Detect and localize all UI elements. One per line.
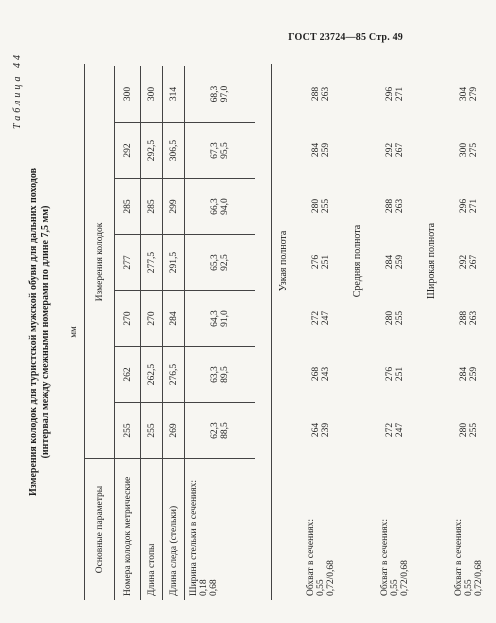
row-label-line: Обхват в сечениях: (454, 518, 464, 596)
cell-value: 66,3 (210, 198, 220, 215)
section-row (294, 64, 348, 600)
table-cell (294, 178, 348, 234)
table-cell (442, 234, 496, 290)
table-cell: 291,5 (163, 234, 185, 290)
row-label-line: 0,72/0,68 (474, 560, 484, 596)
row-label (294, 458, 348, 600)
cell-value: 255 (395, 310, 405, 326)
table-cell (442, 290, 496, 346)
cell-value: 239 (321, 422, 331, 438)
table-cell: 292,5 (141, 122, 163, 178)
cell-value: 62,3 (210, 422, 220, 439)
table-cell: 269 (163, 402, 185, 458)
row-label-line: 0,68 (209, 579, 219, 596)
cell-value: 276 (385, 366, 395, 382)
section-title: Средняя полнота (352, 224, 363, 298)
cell-value: 255 (469, 422, 479, 438)
cell-value: 259 (469, 366, 479, 382)
cell-value: 267 (469, 254, 479, 270)
cell-value: 288 (459, 310, 469, 326)
table-cell (185, 66, 255, 122)
column-header-measurements: Измерения колодок (85, 66, 115, 458)
table-cell: 306,5 (163, 122, 185, 178)
table-cell: 285 (115, 178, 141, 234)
row-label-line: 0,72/0,68 (400, 560, 410, 596)
table-cell (185, 346, 255, 402)
cell-value: 251 (395, 366, 405, 382)
table-cell (185, 290, 255, 346)
cell-value: 247 (395, 422, 405, 438)
table-cell: 300 (115, 66, 141, 122)
cell-value: 272 (385, 422, 395, 438)
cell-value: 263 (469, 310, 479, 326)
cell-value: 284 (311, 142, 321, 158)
cell-value: 263 (321, 86, 331, 102)
cell-value: 94,0 (220, 198, 230, 215)
table-cell (442, 66, 496, 122)
row-label: Длина следа (стельки) (163, 458, 185, 600)
table-cell (294, 346, 348, 402)
cell-value: 264 (311, 422, 321, 438)
row-label-line: 0,18 (199, 579, 209, 596)
section-title: Широкая полнота (426, 222, 437, 300)
table-cell (294, 290, 348, 346)
table-cell: 277 (115, 234, 141, 290)
rotated-page-content (12, 52, 484, 612)
cell-value: 288 (311, 86, 321, 102)
cell-value: 89,5 (220, 366, 230, 383)
table-cell (368, 178, 422, 234)
lower-table (274, 64, 496, 600)
table-cell (442, 402, 496, 458)
cell-value: 275 (469, 142, 479, 158)
section-row (368, 64, 422, 600)
table-cell (442, 346, 496, 402)
table-cell: 292 (115, 122, 141, 178)
section-row (442, 64, 496, 600)
table-cell (294, 122, 348, 178)
row-label (368, 458, 422, 600)
table-cell: 255 (141, 402, 163, 458)
table-cell (368, 346, 422, 402)
cell-value: 243 (321, 366, 331, 382)
column-header-parameters: Основные параметры (85, 458, 115, 600)
table-cell (185, 122, 255, 178)
cell-value: 300 (459, 142, 469, 158)
title-line-1: Измерения колодок для туристской мужской обуви для дальних походов (28, 167, 39, 497)
cell-value: 284 (385, 254, 395, 270)
section-title: Узкая полнота (278, 230, 289, 292)
cell-value: 91,0 (220, 310, 230, 327)
cell-value: 288 (385, 198, 395, 214)
cell-value: 284 (459, 366, 469, 382)
cell-value: 263 (395, 198, 405, 214)
table-cell (185, 178, 255, 234)
row-label-line: Обхват в сечениях: (306, 518, 316, 596)
cell-value: 272 (311, 310, 321, 326)
cell-value: 279 (469, 86, 479, 102)
cell-value: 67,3 (210, 142, 220, 159)
cell-value: 280 (459, 422, 469, 438)
table-cell (368, 66, 422, 122)
row-label (185, 458, 255, 600)
cell-value: 95,5 (220, 142, 230, 159)
table-cell (442, 178, 496, 234)
table-cell: 270 (141, 290, 163, 346)
table-label: Таблица 44 (12, 52, 23, 129)
table-cell (368, 122, 422, 178)
row-label: Номера колодок метрические (115, 458, 141, 600)
table-cell: 314 (163, 66, 185, 122)
row-label-line: Ширина стельки в сечениях: (189, 479, 199, 596)
table-cell (294, 66, 348, 122)
table-cell: 270 (115, 290, 141, 346)
row-label-line: 0,72/0,68 (326, 560, 336, 596)
cell-value: 259 (395, 254, 405, 270)
cell-value: 292 (385, 142, 395, 158)
table-cell (294, 234, 348, 290)
table-cell (368, 402, 422, 458)
cell-value: 296 (385, 86, 395, 102)
table-cell (185, 234, 255, 290)
cell-value: 280 (385, 310, 395, 326)
table-cell: 300 (141, 66, 163, 122)
cell-value: 280 (311, 198, 321, 214)
row-label (442, 458, 496, 600)
cell-value: 304 (459, 86, 469, 102)
cell-value: 292 (459, 254, 469, 270)
cell-value: 255 (321, 198, 331, 214)
table-cell: 262 (115, 346, 141, 402)
table-cell: 277,5 (141, 234, 163, 290)
table-cell (442, 122, 496, 178)
row-label-line: Обхват в сечениях: (380, 518, 390, 596)
table-cell: 255 (115, 402, 141, 458)
cell-value: 276 (311, 254, 321, 270)
cell-value: 268 (311, 366, 321, 382)
upper-table (84, 64, 272, 600)
cell-value: 296 (459, 198, 469, 214)
table-cell (368, 234, 422, 290)
cell-value: 88,5 (220, 422, 230, 439)
row-label-line: 0,55 (464, 579, 474, 596)
cell-value: 63,3 (210, 366, 220, 383)
table-cell: 285 (141, 178, 163, 234)
cell-value: 65,3 (210, 254, 220, 271)
row-label: Длина стопы (141, 458, 163, 600)
table-cell (368, 290, 422, 346)
cell-value: 259 (321, 142, 331, 158)
table-cell: 262,5 (141, 346, 163, 402)
cell-value: 251 (321, 254, 331, 270)
title-line-2: (интервал между смежными номерами по длине 7,5 мм) (39, 205, 51, 459)
row-label-line: 0,55 (390, 579, 400, 596)
cell-value: 92,5 (220, 254, 230, 271)
cell-value: 97,0 (220, 85, 230, 103)
cell-value: 267 (395, 142, 405, 158)
row-label-line: 0,55 (316, 579, 326, 596)
cell-value: 271 (469, 198, 479, 214)
cell-value: 247 (321, 310, 331, 326)
table-title (28, 92, 51, 572)
page-header: ГОСТ 23724—85 Стр. 49 (288, 32, 403, 43)
cell-value: 64,3 (210, 310, 220, 327)
unit-label: мм (68, 326, 78, 338)
table-cell: 276,5 (163, 346, 185, 402)
table-cell (185, 402, 255, 458)
table-cell: 299 (163, 178, 185, 234)
cell-value: 68,3 (210, 85, 220, 103)
table-cell (294, 402, 348, 458)
table-cell: 284 (163, 290, 185, 346)
cell-value: 271 (395, 86, 405, 102)
